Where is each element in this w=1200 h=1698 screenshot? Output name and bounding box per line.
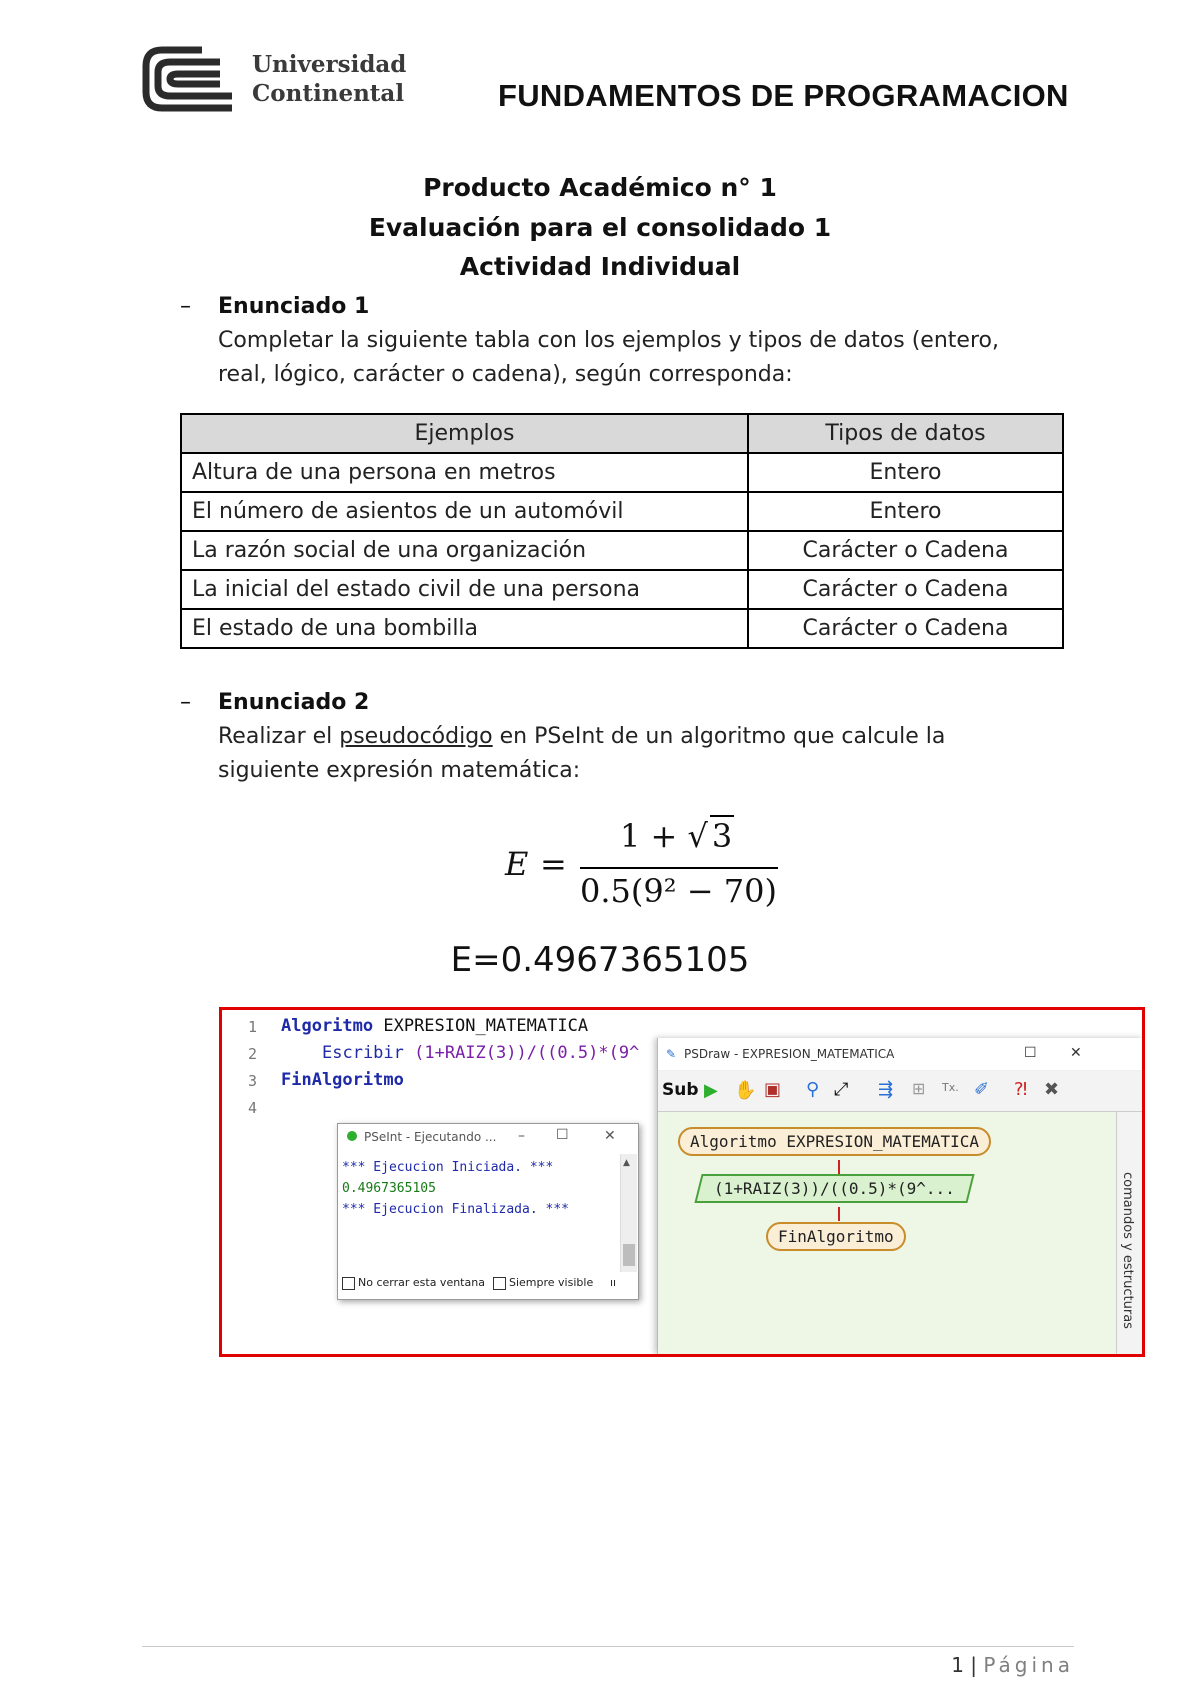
checkbox-box[interactable] [342,1277,355,1290]
line-number: 4 [248,1099,258,1117]
minimize-button[interactable]: – [518,1128,525,1144]
line-number: 3 [248,1072,258,1090]
header-ejemplos: Ejemplos [181,414,748,453]
text-icon[interactable]: Tx. [942,1081,959,1094]
always-visible-checkbox[interactable] [493,1276,593,1290]
exec-output-value: 0.4967365105 [342,1181,436,1196]
code-line-3 [281,1070,404,1090]
fraction-bar [580,867,778,869]
page-word: Página [983,1653,1074,1677]
dash-bullet: – [180,690,191,715]
exec-output-end: *** Ejecucion Finalizada. *** [342,1202,569,1217]
code-line-2 [322,1043,639,1063]
cell-type: Entero [748,492,1063,531]
data-types-table [180,413,1064,649]
pseudocodigo-link: pseudocódigo [339,724,493,749]
scroll-up-icon[interactable]: ▲ [623,1158,630,1168]
enunciado-1-text [218,324,999,392]
exec-output-start: *** Ejecucion Iniciada. *** [342,1160,554,1175]
exec-title: PSeInt - Ejecutando ... [364,1130,497,1144]
no-close-checkbox[interactable] [342,1276,485,1290]
checkbox-box[interactable] [493,1277,506,1290]
code-text: (1+RAIZ(3))/((0.5)*(9^ [403,1043,640,1063]
scroll-thumb[interactable] [623,1244,635,1266]
code-keyword: Algoritmo [281,1016,374,1036]
checkbox-label: No cerrar esta ventana [358,1276,485,1289]
math-formula [500,815,780,915]
checkbox-label: Siempre visible [509,1276,594,1289]
logo-line1: Universidad [252,51,407,78]
enunciado-1-line2: real, lógico, carácter o cadena), según corresponda: [218,362,793,387]
title-line1: Producto Académico n° 1 [423,173,777,202]
delete-icon[interactable]: ✖ [1044,1079,1060,1100]
comment-icon[interactable]: ⊞ [912,1079,926,1098]
course-title: FUNDAMENTOS DE PROGRAMACION [498,78,1069,113]
table-row [181,453,1063,492]
logo-text [252,50,406,108]
num-prefix: 1 + [620,817,688,855]
line-number: 1 [248,1018,258,1036]
help-icon[interactable]: ⁈ [1014,1079,1028,1100]
cell-example: La razón social de una organización [181,531,748,570]
code-keyword: FinAlgoritmo [281,1070,404,1090]
footer-separator: | [963,1653,984,1677]
table-row [181,570,1063,609]
sub-button[interactable]: Sub [662,1080,699,1100]
sqrt-symbol: √ [687,817,708,855]
page-footer [951,1653,1074,1677]
cell-example: El estado de una bombilla [181,609,748,648]
edit-icon[interactable]: ✐ [974,1079,990,1100]
execution-window [337,1123,639,1300]
header-tipos: Tipos de datos [748,414,1063,453]
psdraw-titlebar [658,1038,1143,1070]
scroll-label: ıı [610,1276,617,1289]
cell-type: Carácter o Cadena [748,609,1063,648]
page-number: 1 [951,1653,964,1677]
psdraw-icon: ✎ [666,1047,677,1061]
enunciado-2-line1 [218,720,945,754]
close-button[interactable]: ✕ [1070,1045,1082,1061]
pseint-screenshot [219,1007,1145,1357]
flow-output-node[interactable] [694,1174,974,1203]
enunciado-2-text [218,720,945,788]
flow-end-node[interactable]: FinAlgoritmo [766,1222,906,1251]
search-icon[interactable]: ⚲ [806,1079,820,1100]
flow-arrow [838,1207,840,1221]
code-line-1 [281,1016,588,1036]
formula-equals: = [540,845,567,883]
table-row [181,609,1063,648]
formula-numerator [620,815,734,855]
cell-type: Carácter o Cadena [748,531,1063,570]
code-text: EXPRESION_MATEMATICA [373,1016,589,1036]
psdraw-toolbar [658,1071,1143,1112]
table-row [181,531,1063,570]
exec-titlebar [338,1124,638,1152]
formula-denominator: 0.5(9² − 70) [580,872,777,910]
cell-example: La inicial del estado civil de una persona [181,570,748,609]
dash-bullet: – [180,294,191,319]
table-row [181,492,1063,531]
code-keyword: Escribir [322,1043,404,1063]
cell-type: Entero [748,453,1063,492]
run-icon[interactable]: ▶ [704,1080,718,1101]
commands-sidebar[interactable] [1116,1112,1144,1354]
maximize-button[interactable]: ☐ [1024,1045,1037,1061]
enunciado-1-line1: Completar la siguiente tabla con los ejemplos y tipos de datos (entero, [218,328,999,353]
result-value: E=0.4967365105 [450,940,750,980]
table-header-row [181,414,1063,453]
zoom-icon[interactable]: ⤢ [834,1079,849,1100]
text-pre: Realizar el [218,724,340,749]
logo-line2: Continental [252,80,405,107]
line-number: 2 [248,1045,258,1063]
psdraw-window [657,1038,1143,1354]
cell-example: El número de asientos de un automóvil [181,492,748,531]
save-icon[interactable]: ▣ [764,1079,782,1100]
title-line2: Evaluación para el consolidado 1 [368,213,832,242]
psdraw-title: PSDraw - EXPRESION_MATEMATICA [684,1047,895,1061]
text-post: en PSeInt de un algoritmo que calcule la [492,724,946,749]
formula-lhs: E [505,845,529,883]
title-line3: Actividad Individual [459,252,741,281]
sqrt-arg: 3 [711,817,733,855]
maximize-button[interactable]: ☐ [556,1127,569,1143]
exec-scrollbar[interactable] [620,1154,637,1272]
flow-start-node[interactable]: Algoritmo EXPRESION_MATEMATICA [678,1127,991,1156]
enunciado-2-label: Enunciado 2 [218,690,370,715]
structure-icon[interactable]: ⇶ [878,1079,894,1100]
enunciado-2-line2: siguiente expresión matemática: [218,758,581,783]
sidebar-label: comandos y estructuras [1120,1172,1135,1329]
flow-output-text: (1+RAIZ(3))/((0.5)*(9^... [714,1179,955,1198]
flowchart-canvas [658,1112,1116,1354]
step-icon[interactable]: ✋ [734,1080,757,1101]
pseint-icon [347,1131,357,1141]
close-button[interactable]: ✕ [604,1128,616,1144]
footer-divider [142,1646,1074,1647]
enunciado-1-label: Enunciado 1 [218,294,370,319]
cell-type: Carácter o Cadena [748,570,1063,609]
cell-example: Altura de una persona en metros [181,453,748,492]
